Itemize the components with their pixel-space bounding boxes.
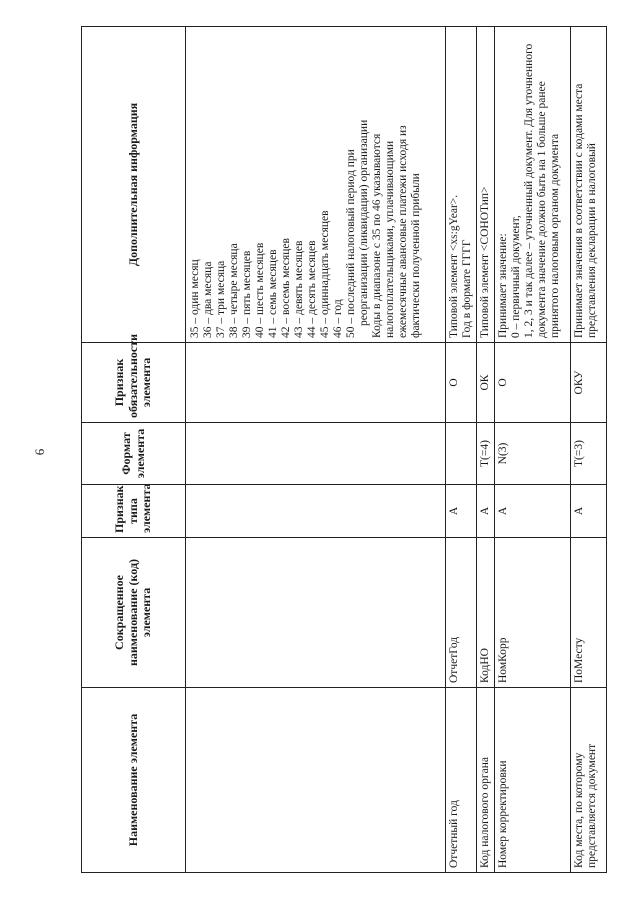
cell-type xyxy=(186,485,446,538)
cell-code: КодНО xyxy=(477,538,495,688)
info-line: 50 – последний налоговый период при xyxy=(345,149,357,338)
cell-type: А xyxy=(495,485,571,538)
cell-info xyxy=(446,27,477,343)
cell-format: T(=3) xyxy=(571,423,607,485)
cell-name: Код места, по которому представляется документ xyxy=(571,688,607,873)
spec-table-container xyxy=(81,27,598,873)
header-format: Формат элемента xyxy=(82,423,186,485)
cell-type: А xyxy=(571,485,607,538)
table-row xyxy=(495,27,571,873)
info-line: 41 – семь месяцев xyxy=(267,249,279,338)
page-number: 6 xyxy=(32,448,47,456)
header-type: Признак типа элемента xyxy=(82,485,186,538)
cell-code: ПоМесту xyxy=(571,538,607,688)
cell-required: О xyxy=(495,343,571,423)
cell-format xyxy=(446,423,477,485)
table-row xyxy=(446,27,477,873)
cell-required: О xyxy=(446,343,477,423)
cell-name xyxy=(186,688,446,873)
info-line: 43 – девять месяцев xyxy=(293,240,305,338)
cell-name: Отчетный год xyxy=(446,688,477,873)
cell-info: Типовой элемент <СОНОТип> xyxy=(477,27,495,343)
cell-name: Номер корректировки xyxy=(495,688,571,873)
cell-code: ОтчетГод xyxy=(446,538,477,688)
cell-info xyxy=(495,27,571,343)
info-line: ежемесячные авансовые платежи исходя из xyxy=(397,125,409,338)
info-line: 36 – два месяца xyxy=(202,261,214,338)
info-line: 39 – пять месяцев xyxy=(241,250,253,338)
cell-name: Код налогового органа xyxy=(477,688,495,873)
cell-info xyxy=(186,27,446,343)
header-required: Признак обязательности элемента xyxy=(82,343,186,423)
header-code: Сокращенное наименование (код) элемента xyxy=(82,538,186,688)
cell-required: ОК xyxy=(477,343,495,423)
info-line: Принимает значение: xyxy=(497,233,509,338)
table-row xyxy=(571,27,607,873)
info-line: реорганизации (ликвидации) организации xyxy=(358,119,370,326)
cell-type: А xyxy=(477,485,495,538)
cell-format xyxy=(186,423,446,485)
info-line: 37 – три месяца xyxy=(215,260,227,338)
info-line: Типовой элемент <xs:gYear>. xyxy=(448,194,460,338)
cell-code: НомКорр xyxy=(495,538,571,688)
cell-type: А xyxy=(446,485,477,538)
info-line: 35 – один месяц xyxy=(189,259,201,338)
info-line: Год в формате ГГГГ xyxy=(461,239,473,338)
table-row xyxy=(186,27,446,873)
info-line: 42 – восемь месяцев xyxy=(280,238,292,338)
cell-format: N(3) xyxy=(495,423,571,485)
info-line: Коды в диапазоне с 35 по 46 указываются xyxy=(371,133,383,338)
header-info: Дополнительная информация xyxy=(82,27,186,343)
info-line: 46 – год xyxy=(332,299,344,338)
info-line: 38 – четыре месяца xyxy=(228,243,240,338)
table-row xyxy=(477,27,495,873)
cell-format: T(=4) xyxy=(477,423,495,485)
info-line: 45 – одиннадцать месяцев xyxy=(319,210,331,338)
cell-info: Принимает значения в соответствии с кодами места представления декларации в налоговый xyxy=(571,27,607,343)
info-line: 44 – десять месяцев xyxy=(306,240,318,338)
info-line: фактически полученной прибыли xyxy=(410,173,422,338)
cell-code xyxy=(186,538,446,688)
cell-required: ОКУ xyxy=(571,343,607,423)
info-line: 1, 2, 3 и так далее – уточненный документ. Для уточненного документа значение должно быть на 1 больше ранее принятого налоговым органом документа xyxy=(523,43,561,338)
info-line: налогоплательщиками, уплачивающими xyxy=(384,140,396,338)
info-line: 40 – шесть месяцев xyxy=(254,242,266,338)
header-name: Наименование элемента xyxy=(82,688,186,873)
cell-required xyxy=(186,343,446,423)
info-line: 0 – первичный документ, xyxy=(510,215,522,338)
header-row xyxy=(82,27,186,873)
spec-table xyxy=(81,26,607,873)
